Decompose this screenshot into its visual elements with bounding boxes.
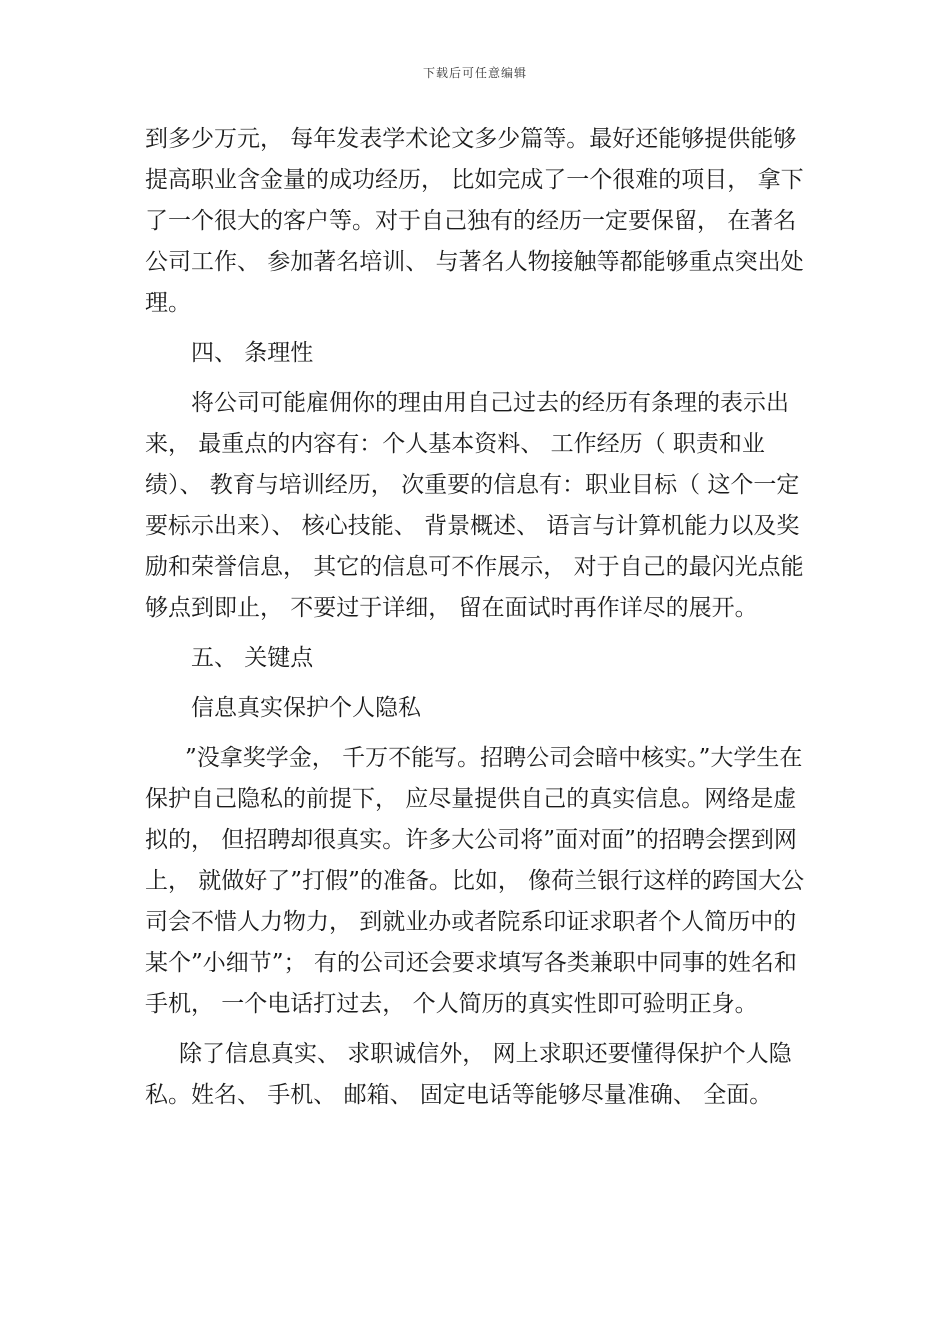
section-heading-4: 四、 条理性 xyxy=(191,340,314,366)
document-body xyxy=(145,119,810,1116)
paragraph-organization: 将公司可能雇佣你的理由用自己过去的经历有条理的表示出来， 最重点的内容有：个人基本资料、 工作经历（ 职责和业绩）、 教育与培训经历， 次重要的信息有：职业目标（ 这个一定要标示出来）、 核心技能、 背景概述、 语言与计算机能力以及奖励和荣誉信息， 其它的信息可不作展示， 对于自己的最闪光点能够点到即止， 不要过于详细， 留在面试时再作详尽的展开。 xyxy=(145,390,804,621)
paragraph-achievements: 到多少万元， 每年发表学术论文多少篇等。最好还能够提供能够提高职业含金量的成功经历， 比如完成了一个很难的项目， 拿下了一个很大的客户等。对于自己独有的经历一定要保留， 在著名公司工作、 参加著名培训、 与著名人物接触等都能够重点突出处理。 xyxy=(145,126,804,316)
section-heading-5: 五、 关键点 xyxy=(191,645,314,671)
subheading-privacy: 信息真实保护个人隐私 xyxy=(191,695,421,721)
paragraph-privacy: 除了信息真实、 求职诚信外， 网上求职还要懂得保护个人隐私。姓名、 手机、 邮箱、 固定电话等能够尽量准确、 全面。 xyxy=(145,1041,792,1108)
header-note: 下载后可任意编辑 xyxy=(422,66,527,80)
paragraph-truthfulness: ”没拿奖学金， 千万不能写。招聘公司会暗中核实。”大学生在保护自己隐私的前提下， 应尽量提供自己的真实信息。网络是虚拟的， 但招聘却很真实。许多大公司将”面对面”的招聘会摆到网上， 就做好了”打假”的准备。比如， 像荷兰银行这样的跨国大公司会不惜人力物力， 到就业办或者院系印证求职者个人简历中的某个”小细节”； 有的公司还会要求填写各类兼职中同事的姓名和手机， 一个电话打过去， 个人简历的真实性即可验明正身。 xyxy=(145,745,805,1017)
